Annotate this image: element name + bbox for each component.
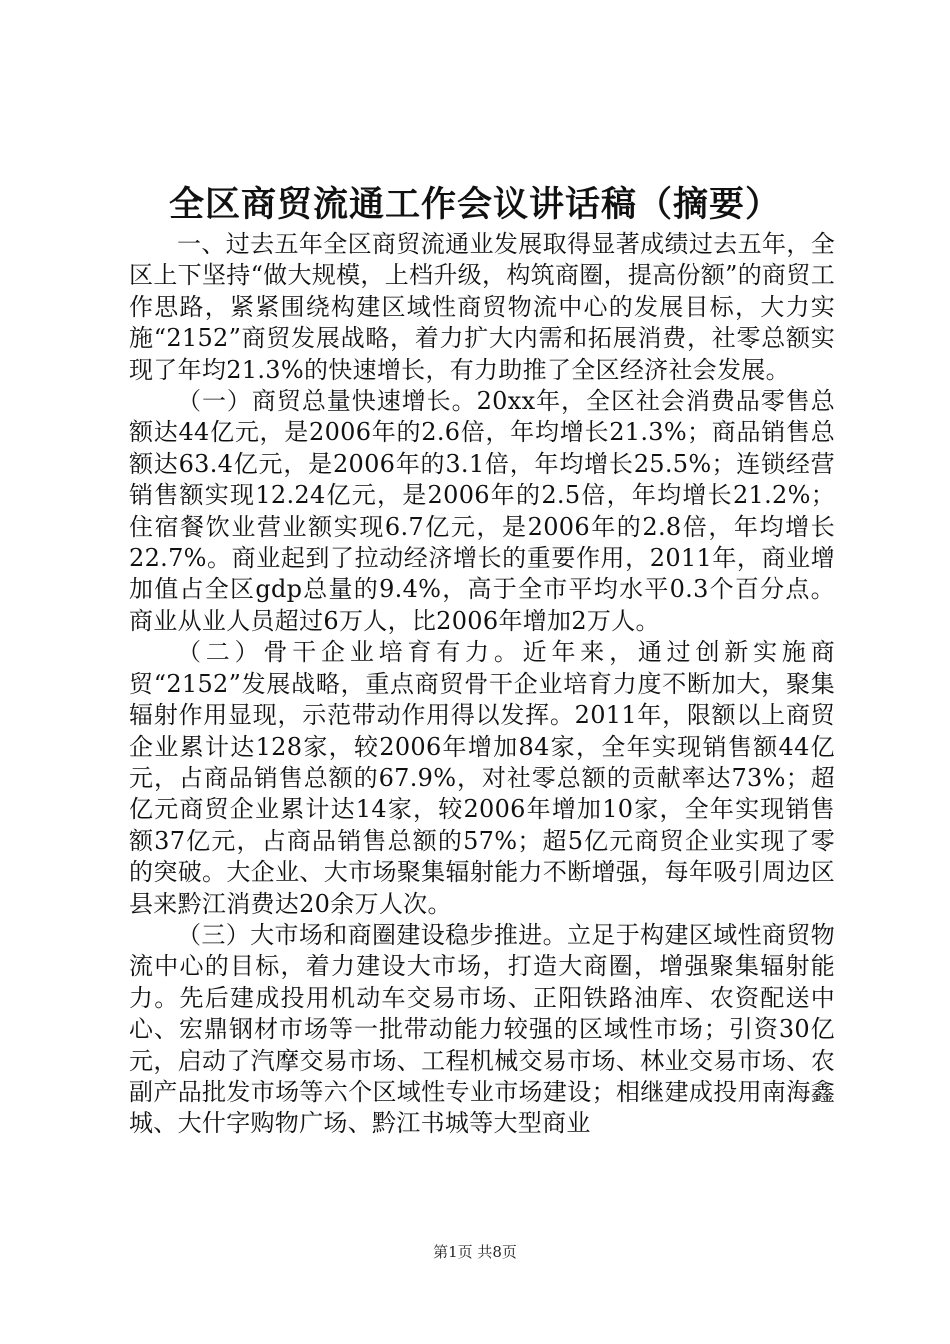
paragraph-section-1: （一）商贸总量快速增长。20xx年，全区社会消费品零售总额达44亿元，是2006年的2.6倍，年均增长21.3%；商品销售总额达63.4亿元，是2006年的3.1倍，年均增长25.5%；连锁经营销售额实现12.24亿元，是2006年的2.5倍，年均增长21.2%；住宿餐饮业营业额实现6.7亿元，是2006年的2.8倍，年均增长22.7%。商业起到了拉动经济增长的重要作用，2011年，商业增加值占全区gdp总量的9.4%，高于全市平均水平0.3个百分点。商业从业人员超过6万人，比2006年增加2万人。 bbox=[129, 387, 835, 635]
document-title: 全区商贸流通工作会议讲话稿（摘要） bbox=[168, 184, 781, 225]
paragraph-section-3: （三）大市场和商圈建设稳步推进。立足于构建区域性商贸物流中心的目标，着力建设大市场，打造大商圈，增强聚集辐射能力。先后建成投用机动车交易市场、正阳铁路油库、农资配送中心、宏鼎钢材市场等一批带动能力较强的区域性市场；引资30亿元，启动了汽摩交易市场、工程机械交易市场、林业交易市场、农副产品批发市场等六个区域性专业市场建设；相继建成投用南海鑫城、大什字购物广场、黔江书城等大型商业 bbox=[129, 920, 835, 1138]
paragraph-intro: 一、过去五年全区商贸流通业发展取得显著成绩过去五年，全区上下坚持“做大规模，上档升级，构筑商圈，提高份额”的商贸工作思路，紧紧围绕构建区域性商贸物流中心的发展目标，大力实施“2152”商贸发展战略，着力扩大内需和拓展消费，社零总额实现了年均21.3%的快速增长，有力助推了全区经济社会发展。 bbox=[129, 230, 835, 384]
document-body bbox=[129, 229, 835, 1140]
page-number-footer: 第1页 共8页 bbox=[433, 1243, 517, 1261]
paragraph-section-2: （二）骨干企业培育有力。近年来，通过创新实施商贸“2152”发展战略，重点商贸骨干企业培育力度不断加大，聚集辐射作用显现，示范带动作用得以发挥。2011年，限额以上商贸企业累计达128家，较2006年增加84家，全年实现销售额44亿元，占商品销售总额的67.9%，对社零总额的贡献率达73%；超亿元商贸企业累计达14家，较2006年增加10家，全年实现销售额37亿元，占商品销售总额的57%；超5亿元商贸企业实现了零的突破。大企业、大市场聚集辐射能力不断增强，每年吸引周边区县来黔江消费达20余万人次。 bbox=[129, 638, 835, 918]
